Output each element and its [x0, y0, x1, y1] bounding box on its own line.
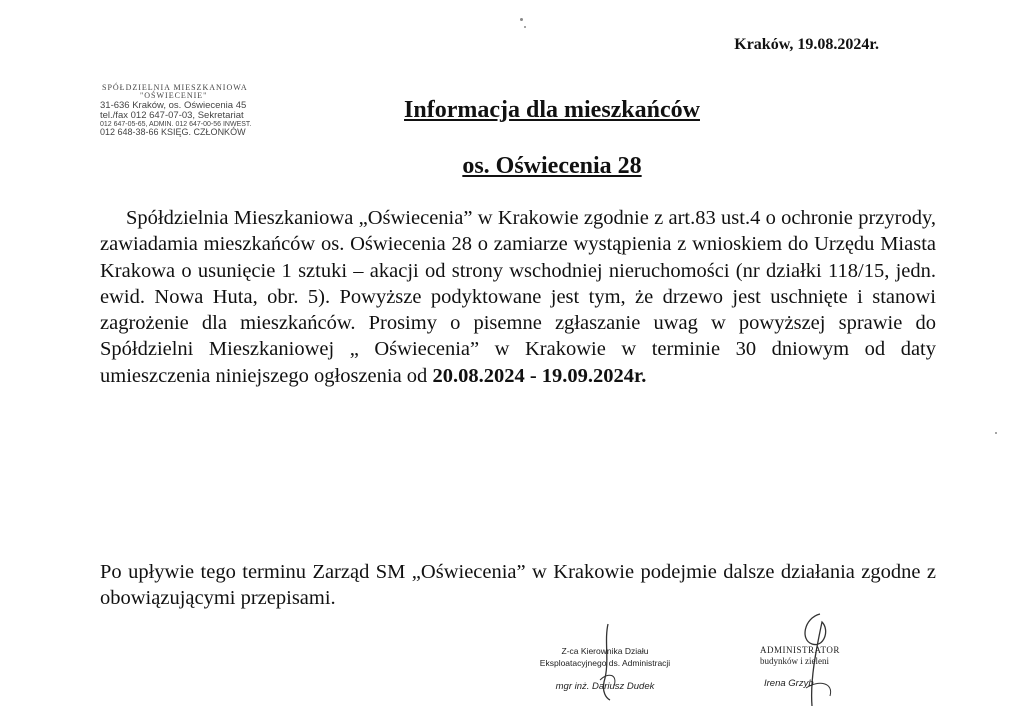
stamp-line-phone-2: 012 647-05-65, ADMIN. 012 647-00-56 INWEST. — [100, 120, 252, 128]
stamp-line-address: 31-636 Kraków, os. Oświecenia 45 — [100, 99, 247, 111]
stamp-line-name: "OŚWIECENIE" — [140, 91, 208, 101]
stamp-line-phone-3: 012 648-38-66 KSIĘG. CZŁONKÓW — [100, 127, 246, 138]
signer-name: Irena Grzyb — [764, 678, 814, 689]
scan-speck — [995, 432, 997, 434]
stamp-line-phone: tel./fax 012 647-07-03, Sekretariat — [100, 109, 244, 121]
document-title: Informacja dla mieszkańców — [404, 97, 700, 123]
signer-title-line-2: budynków i zieleni — [760, 656, 829, 666]
scan-speck — [524, 26, 526, 28]
notice-period-dates: 20.08.2024 - 19.09.2024r. — [432, 364, 647, 387]
document-subtitle: os. Oświecenia 28 — [462, 153, 642, 179]
signer-title-line-2: Eksploatacyjnego ds. Administracji — [539, 658, 671, 668]
signer-name: mgr inż. Dariusz Dudek — [555, 681, 655, 692]
body-paragraph-1-text: Spółdzielnia Mieszkaniowa „Oświecenia” w Krakowie zgodnie z art.83 ust.4 o ochronie przyrody, zawiadamia mieszkańców os. Oświecenia 28 o zamiarze wystąpienia z wnioskiem do Urzędu Miasta Krakowa o usunięcie 1 sztuki – akacji od strony wschodniej nieruchomości (nr działki 118/15, jedn. ewid. Nowa Huta, obr. 5). Powyższe podyktowane jest tym, że drzewo jest uschnięte i stanowi zagrożenie dla mieszkańców. Prosimy o pisemne zgłaszanie uwag w powyższej sprawie do Spółdzielni Mieszkaniowej „ Oświecenia” w Krakowie w terminie 30 dniowym od daty umieszczenia niniejszego ogłoszenia od — [100, 207, 936, 387]
signer-title-line-1: Z-ca Kierownika Działu — [561, 646, 649, 656]
body-paragraph-1 — [100, 205, 936, 389]
stamp-line-org: SPÓŁDZIELNIA MIESZKANIOWA — [102, 83, 248, 92]
scan-speck — [520, 18, 523, 21]
signer-title-line-1: ADMINISTRATOR — [760, 645, 840, 655]
body-paragraph-2: Po upływie tego terminu Zarząd SM „Oświecenia” w Krakowie podejmie dalsze działania zgodne z obowiązującymi przepisami. — [100, 561, 936, 610]
document-date: Kraków, 19.08.2024r. — [734, 36, 879, 53]
signature-block-left — [505, 645, 705, 693]
signature-block-right — [758, 645, 868, 689]
